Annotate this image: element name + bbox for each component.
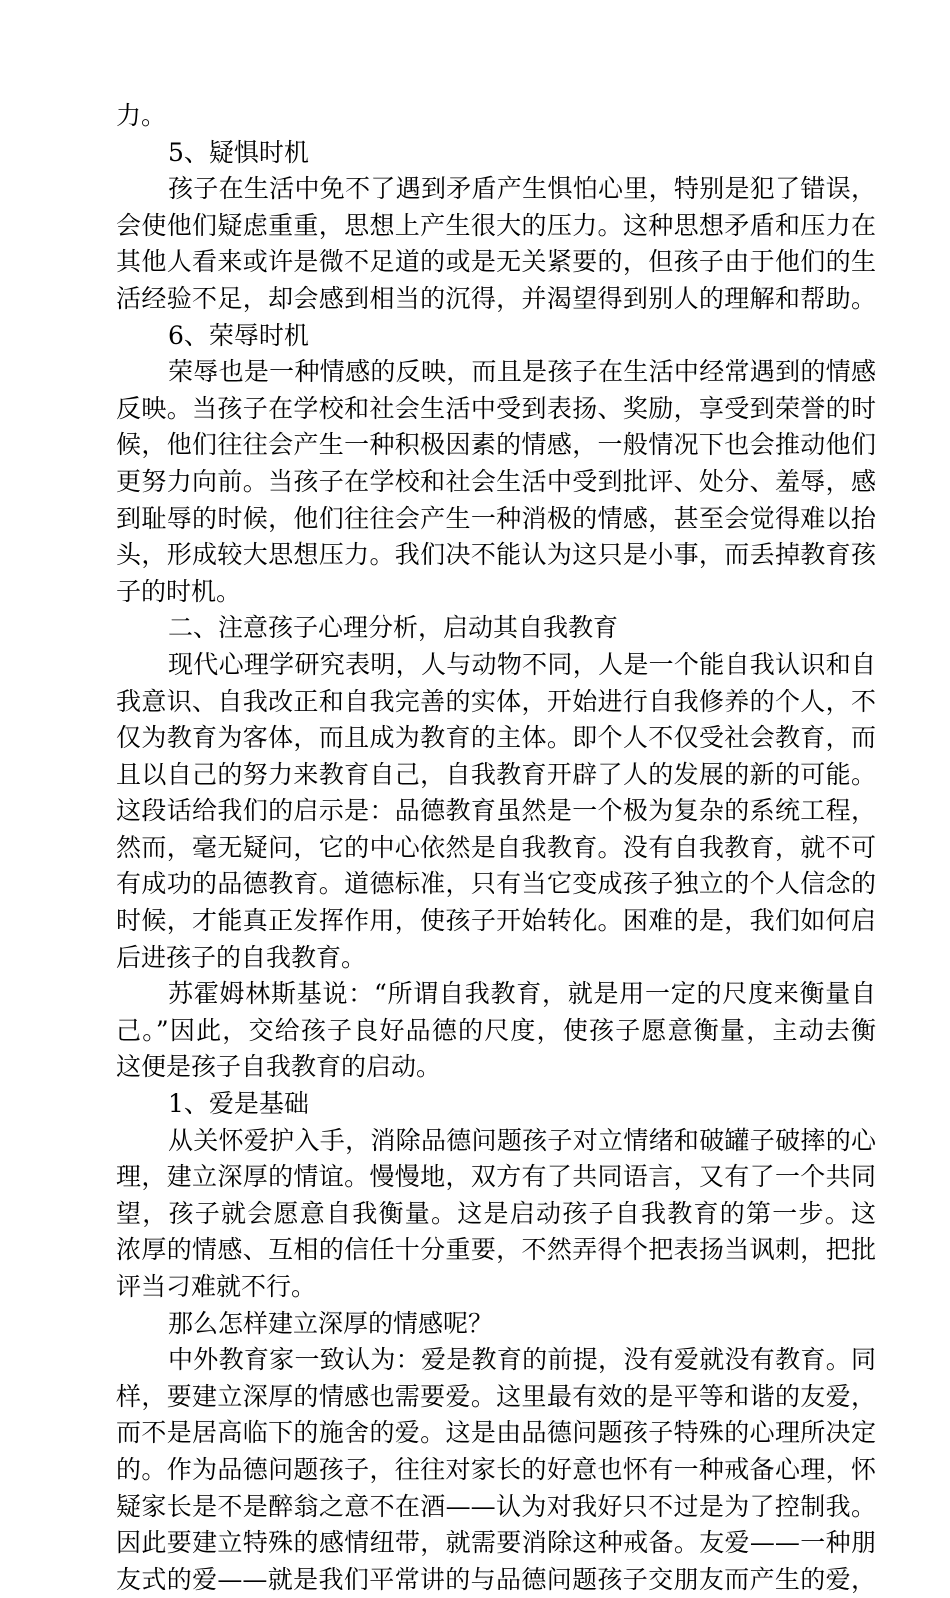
text-line: 样，要建立深厚的情感也需要爱。这里最有效的是平等和谐的友爱， <box>116 1381 876 1411</box>
text-line: 活经验不足，却会感到相当的沉得，并渴望得到别人的理解和帮助。 <box>116 283 876 313</box>
text-line: 子的时机。 <box>116 576 242 606</box>
text-line: 荣辱也是一种情感的反映，而且是孩子在生活中经常遇到的情感 <box>168 357 876 387</box>
text-line: 而不是居高临下的施舍的爱。这是由品德问题孩子特殊的心理所决定 <box>116 1418 876 1448</box>
text-line: 我意识、自我改正和自我完善的实体，开始进行自我修养的个人，不 <box>116 686 876 716</box>
text-line: 现代心理学研究表明，人与动物不同，人是一个能自我认识和自 <box>168 649 876 679</box>
document-body <box>116 98 876 1598</box>
text-line: 浓厚的情感、互相的信任十分重要，不然弄得个把表扬当讽刺，把批 <box>116 1235 876 1265</box>
text-line: 理，建立深厚的情谊。慢慢地，双方有了共同语言，又有了一个共同 <box>116 1162 876 1192</box>
text-line: 后进孩子的自我教育。 <box>116 942 367 972</box>
text-line: 6、荣辱时机 <box>168 320 309 350</box>
text-line: 然而，毫无疑问，它的中心依然是自我教育。没有自我教育，就不可 <box>116 832 876 862</box>
text-line: 二、注意孩子心理分析，启动其自我教育 <box>168 613 619 643</box>
text-line: 力。 <box>116 101 167 130</box>
text-line: 评当刁难就不行。 <box>116 1272 317 1301</box>
text-line: 到耻辱的时候，他们往往会产生一种消极的情感，甚至会觉得难以抬 <box>116 503 876 533</box>
text-line: 中外教育家一致认为：爱是教育的前提，没有爱就没有教育。同 <box>168 1345 876 1375</box>
text-line: 时候，才能真正发挥作用，使孩子开始转化。困难的是，我们如何启 <box>116 906 876 936</box>
text-line: 疑家长是不是醉翁之意不在酒——认为对我好只不过是为了控制我。 <box>116 1491 876 1521</box>
text-line: 会使他们疑虑重重，思想上产生很大的压力。这种思想矛盾和压力在 <box>116 210 876 240</box>
text-line: 这便是孩子自我教育的启动。 <box>116 1052 442 1082</box>
text-line: 望，孩子就会愿意自我衡量。这是启动孩子自我教育的第一步。这 <box>116 1198 876 1228</box>
text-line: 因此要建立特殊的感情纽带，就需要消除这种戒备。友爱——一种朋 <box>116 1528 876 1558</box>
text-line: 候，他们往往会产生一种积极因素的情感，一般情况下也会推动他们 <box>116 430 876 460</box>
text-line: 有成功的品德教育。道德标准，只有当它变成孩子独立的个人信念的 <box>116 869 876 899</box>
text-line: 孩子在生活中免不了遇到矛盾产生惧怕心里，特别是犯了错误， <box>168 174 876 204</box>
text-line: 己。”因此，交给孩子良好品德的尺度，使孩子愿意衡量，主动去衡 <box>116 1015 876 1045</box>
text-line: 的。作为品德问题孩子，往往对家长的好意也怀有一种戒备心理，怀 <box>116 1454 876 1484</box>
text-line: 那么怎样建立深厚的情感呢？ <box>168 1308 494 1338</box>
text-line: 1、爱是基础 <box>168 1089 309 1119</box>
text-line: 其他人看来或许是微不足道的或是无关紧要的，但孩子由于他们的生 <box>116 247 876 277</box>
text-line: 5、疑惧时机 <box>168 137 309 167</box>
text-line: 更努力向前。当孩子在学校和社会生活中受到批评、处分、羞辱，感 <box>116 466 876 496</box>
text-line: 仅为教育为客体，而且成为教育的主体。即个人不仅受社会教育，而 <box>116 723 876 753</box>
text-line: 苏霍姆林斯基说：“所谓自我教育，就是用一定的尺度来衡量自 <box>168 979 876 1009</box>
text-line: 头，形成较大思想压力。我们决不能认为这只是小事，而丢掉教育孩 <box>116 540 876 570</box>
text-line: 反映。当孩子在学校和社会生活中受到表扬、奖励，享受到荣誉的时 <box>116 393 876 423</box>
text-line: 且以自己的努力来教育自己，自我教育开辟了人的发展的新的可能。 <box>116 759 876 789</box>
text-line: 这段话给我们的启示是：品德教育虽然是一个极为复杂的系统工程， <box>116 796 876 826</box>
text-line: 友式的爱——就是我们平常讲的与品德问题孩子交朋友而产生的爱， <box>116 1564 876 1594</box>
text-line: 从关怀爱护入手，消除品德问题孩子对立情绪和破罐子破摔的心 <box>168 1125 876 1155</box>
